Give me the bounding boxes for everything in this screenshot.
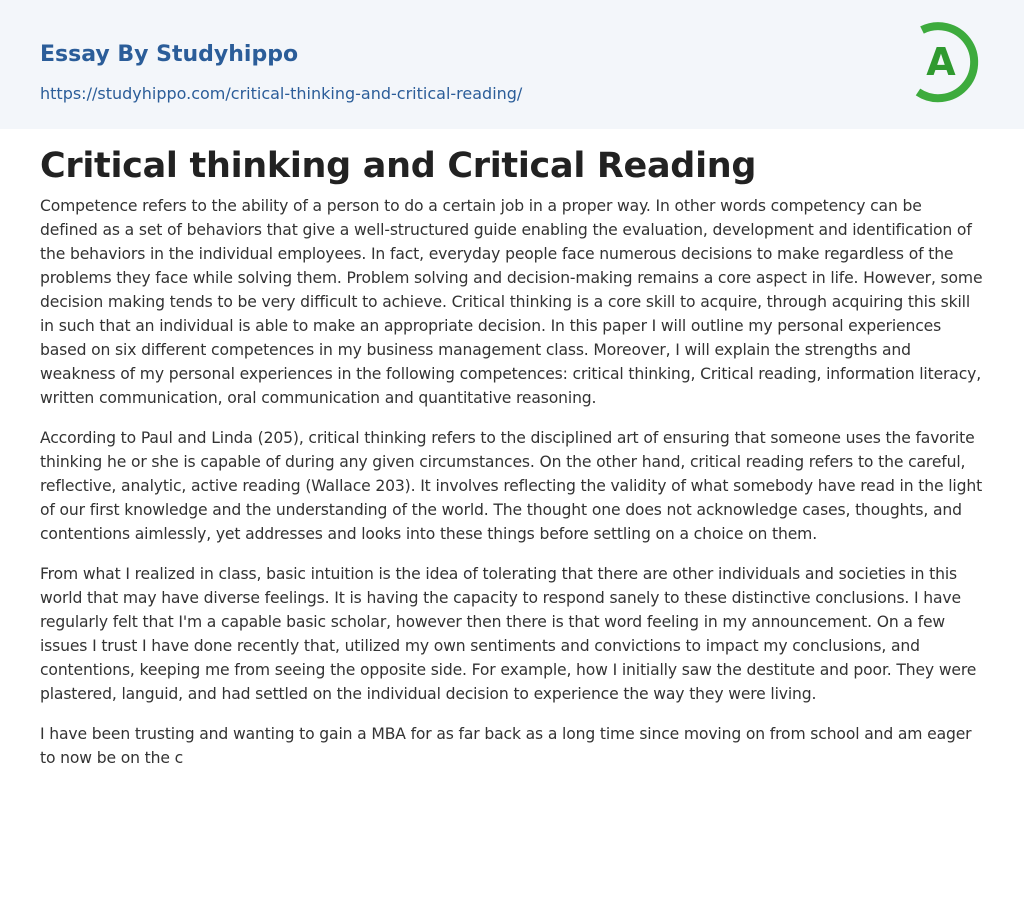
essay-paragraph: According to Paul and Linda (205), critical thinking refers to the disciplined art of ensuring that someone uses the favorite thinking he or she is capable of during any given circumstances. On the other hand, critical reading refers to the careful, reflective, analytic, active reading (Wallace 203). It involves reflecting the validity of what somebody have read in the light of our first knowledge and the understanding of the world. The thought one does not acknowledge cases, thoughts, and contentions aimlessly, yet addresses and looks into these things before settling on a choice on them. [40,429,983,543]
page-title: Critical thinking and Critical Reading [40,146,757,186]
studyhippo-logo-icon[interactable] [904,18,988,106]
brand-title: Essay By Studyhippo [40,42,299,67]
essay-url-link[interactable]: https://studyhippo.com/critical-thinking-and-critical-reading/ [40,84,523,103]
essay-paragraph: Competence refers to the ability of a person to do a certain job in a proper way. In other words competency can be defined as a set of behaviors that give a well-structured guide enabling the evaluation, development and identification of the behaviors in the individual employees. In fact, everyday people face numerous decisions to make regardless of the problems they face while solving them. Problem solving and decision-making remains a core aspect in life. However, some decision making tends to be very difficult to achieve. Critical thinking is a core skill to acquire, through acquiring this skill in such that an individual is able to make an appropriate decision. In this paper I will outline my personal experiences based on six different competences in my business management class. Moreover, I will explain the strengths and weakness of my personal experiences in the following competences: critical thinking, Critical reading, information literacy, written communication, oral communication and quantitative reasoning. [40,197,983,407]
essay-body [40,194,984,786]
site-header [0,0,1024,129]
essay-paragraph: I have been trusting and wanting to gain a MBA for as far back as a long time since moving on from school and am eager to now be on the c [40,725,972,767]
essay-paragraph: From what I realized in class, basic intuition is the idea of tolerating that there are other individuals and societies in this world that may have diverse feelings. It is having the capacity to respond sanely to these distinctive conclusions. I have regularly felt that I'm a capable basic scholar, however then there is that word feeling in my announcement. On a few issues I trust I have done recently that, utilized my own sentiments and convictions to impact my conclusions, and contentions, keeping me from seeing the opposite side. For example, how I initially saw the destitute and poor. They were plastered, languid, and had settled on the individual decision to experience the way they were living. [40,565,977,703]
logo-letter: A [926,40,956,84]
